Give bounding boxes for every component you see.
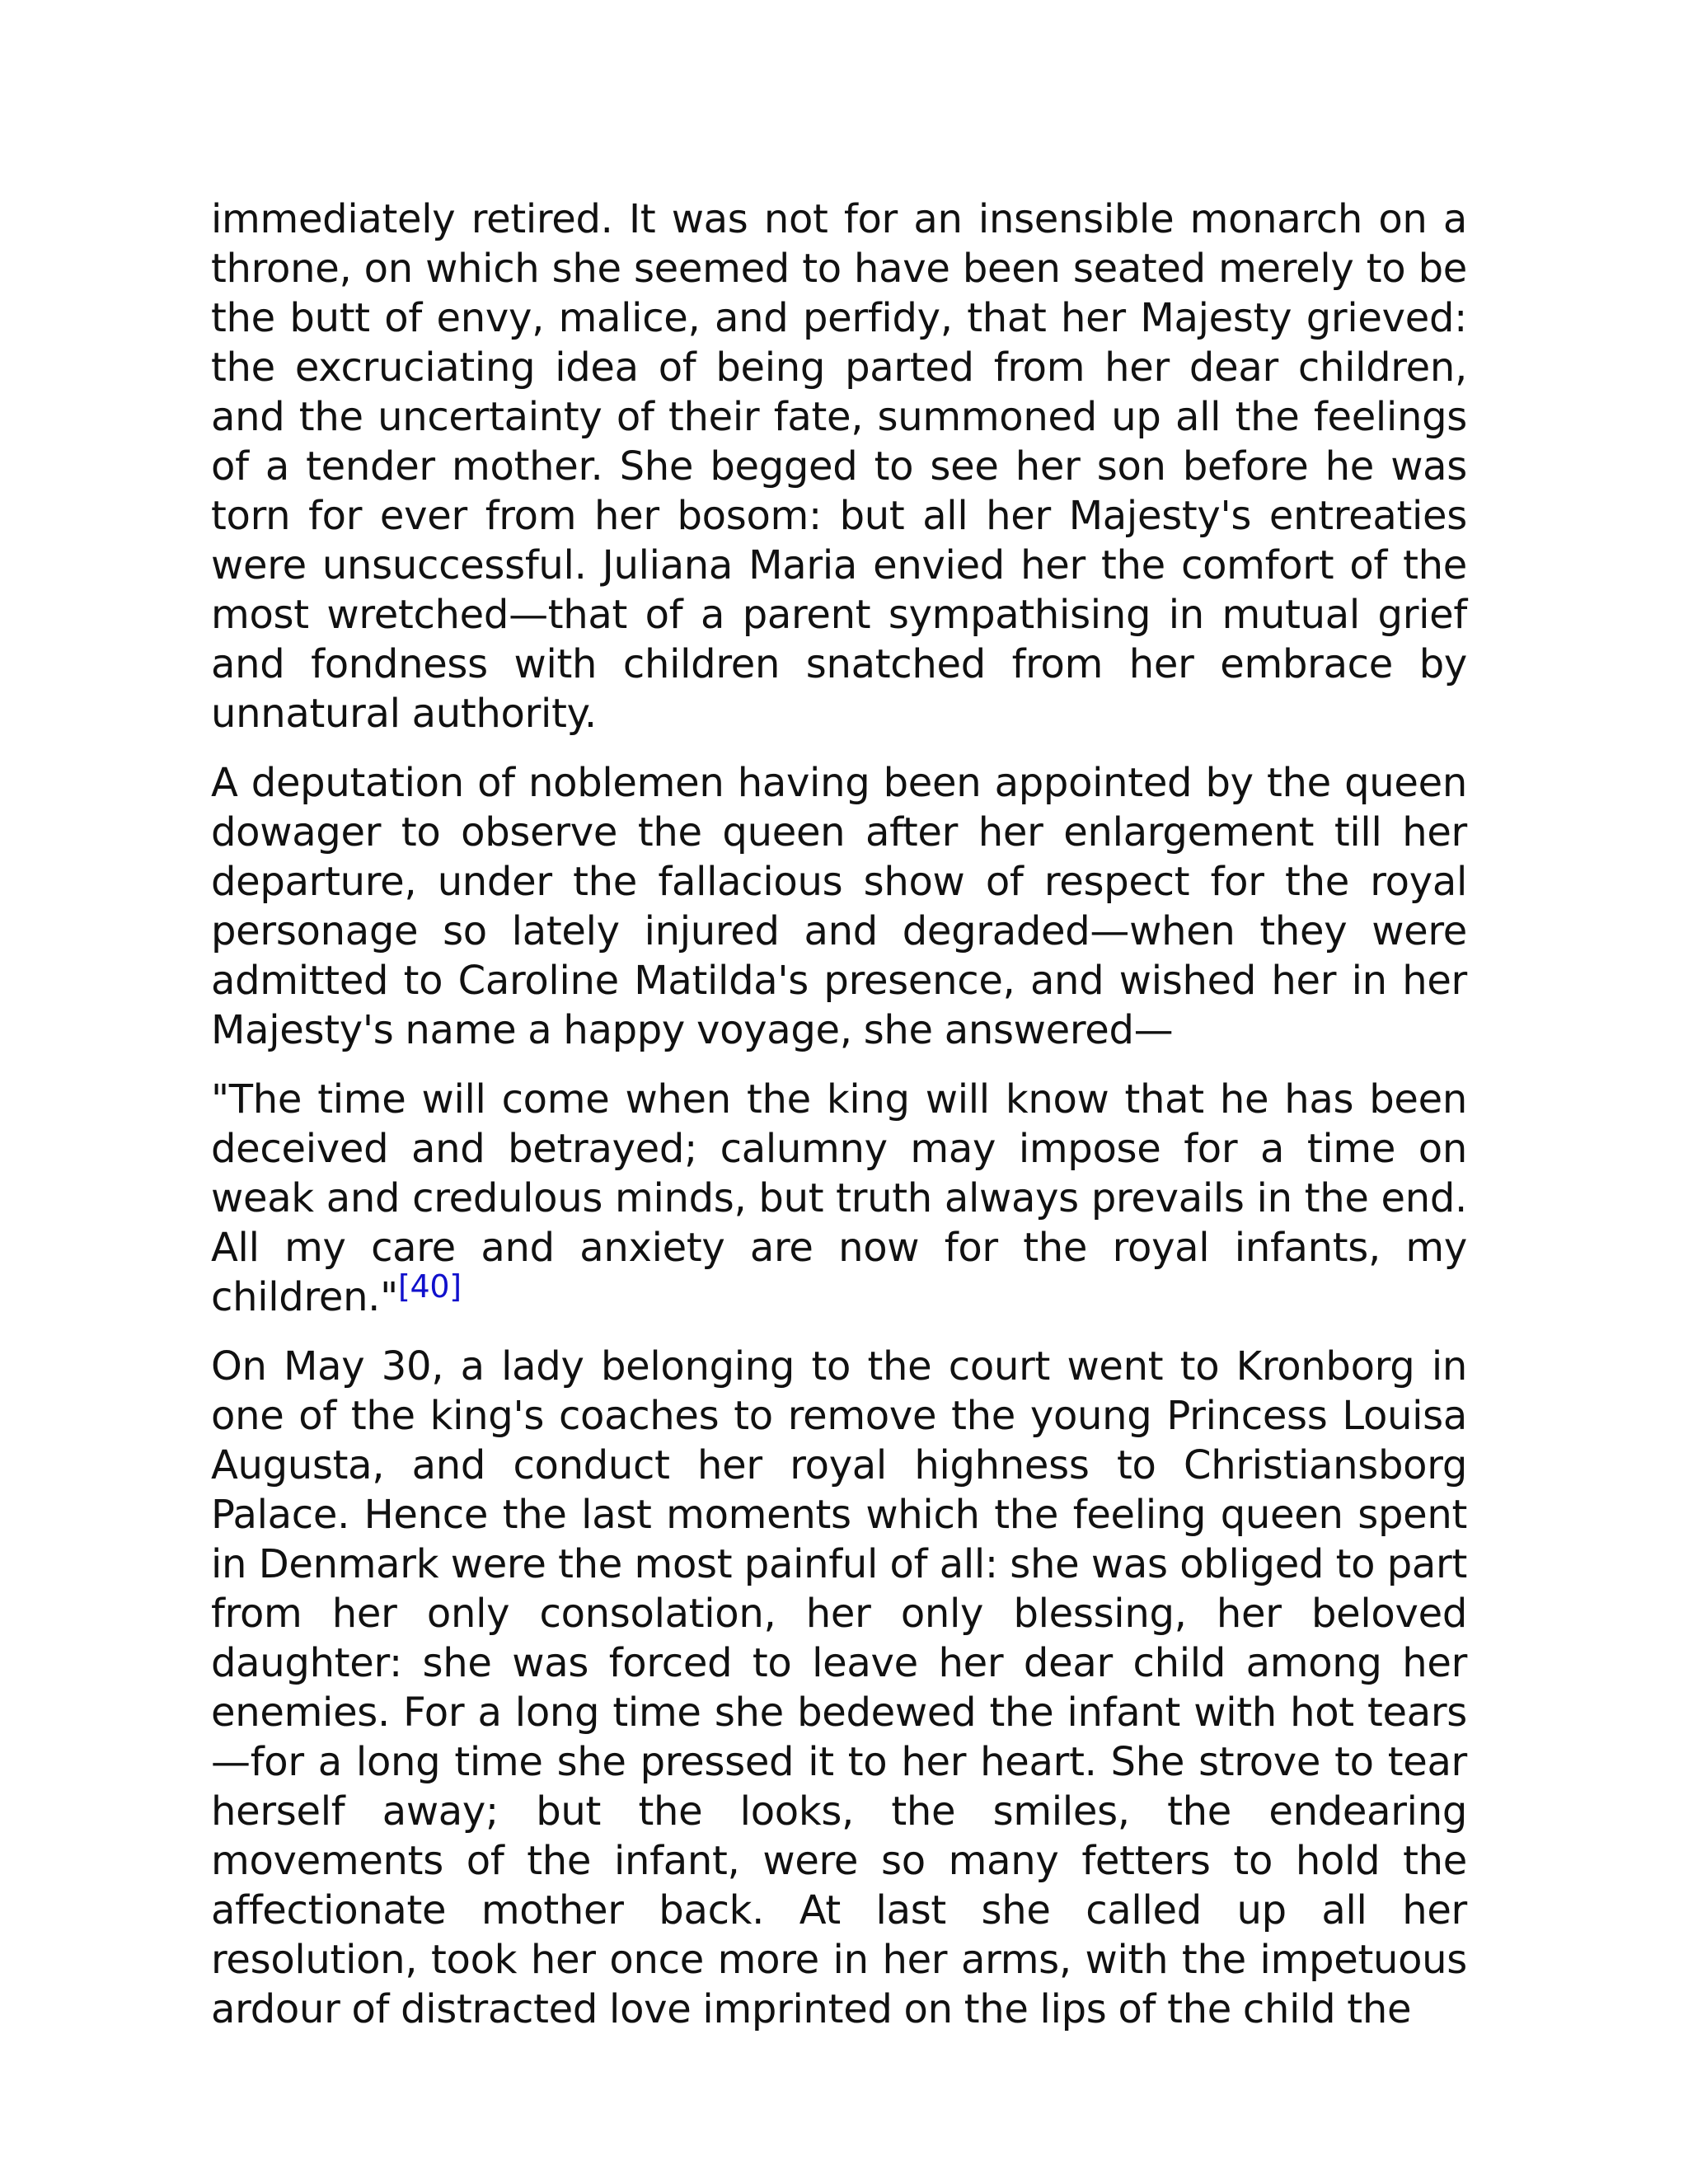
paragraph-may-thirty [211, 1342, 1467, 2034]
paragraph-text: "The time will come when the king will know that he has been deceived and betrayed; calumny may impose for a time on weak and credulous minds, but truth always prevails in the end. All my care and anxiety are now for the royal infants, my children." [211, 1076, 1467, 1320]
paragraph-queen-grief [211, 194, 1467, 738]
paragraph-text: A deputation of noblemen having been appointed by the queen dowager to observe the queen after her enlargement till her departure, under the fallacious show of respect for the royal personage so lately injured and degraded—when they were admitted to Caroline Matilda's presence, and wished her in her Majesty's name a happy voyage, she answered— [211, 760, 1467, 1053]
paragraph-deputation [211, 758, 1467, 1055]
paragraph-text: immediately retired. It was not for an insensible monarch on a throne, on which she seemed to have been seated merely to be the butt of envy, malice, and perfidy, that her Majesty grieved: the excruciating idea of being parted from her dear children, and the uncertainty of their fate, summoned up all the feelings of a tender mother. She begged to see her son before he was torn for ever from her bosom: but all her Majesty's entreaties were unsuccessful. Juliana Maria envied her the comfort of the most wretched—that of a parent sympathising in mutual grief and fondness with children snatched from her embrace by unnatural authority. [211, 196, 1467, 737]
page-body [211, 194, 1467, 2054]
paragraph-text: On May 30, a lady belonging to the court went to Kronborg in one of the king's coaches to remove the young Princess Louisa Augusta, and conduct her royal highness to Christiansborg Palace. Hence the last moments which the feeling queen spent in Denmark were the most painful of all: she was obliged to part from her only consolation, her only blessing, her beloved daughter: she was forced to leave her dear child among her enemies. For a long time she bedewed the infant with hot tears—for a long time she pressed it to her heart. She strove to tear herself away; but the looks, the smiles, the endearing movements of the infant, were so many fetters to hold the affectionate mother back. At last she called up all her resolution, took her once more in her arms, with the impetuous ardour of distracted love imprinted on the lips of the child the [211, 1343, 1467, 2032]
footnote-link-40[interactable]: [40] [397, 1268, 462, 1305]
paragraph-queen-answer [211, 1075, 1467, 1322]
